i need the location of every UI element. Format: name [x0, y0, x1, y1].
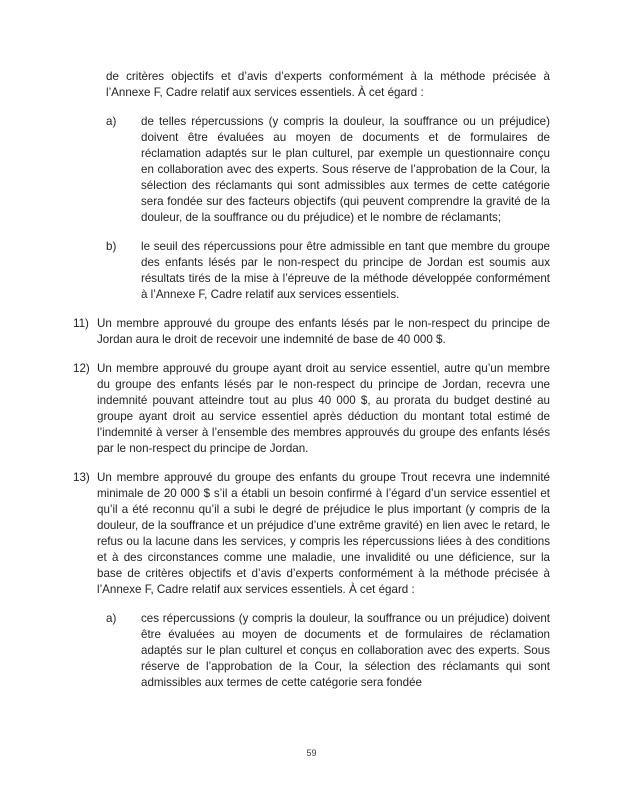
list-marker-11: 11)	[73, 317, 89, 330]
list-item-12	[73, 361, 550, 457]
page-content	[0, 69, 623, 704]
list-item-text: Un membre approuvé du groupe ayant droit au service essentiel, autre qu’un membre du groupe des enfants lésés par le non-respect du principe de Jordan, recevra une indemnité pouvant atteindre tout au plus 40 000 $, au prorata du budget destiné au groupe ayant droit au service essentiel après déduction du montant total estimé de l’indemnité à verser à l’ensemble des membres approuvés du groupe des enfants lésés par le non-respect du principe de Jordan.	[97, 362, 550, 455]
list-item-b-top	[106, 239, 550, 303]
list-item-a-bottom	[106, 611, 550, 691]
paragraph-continuation: de critères objectifs et d’avis d’experts conformément à la méthode précisée à l’Annexe F, Cadre relatif aux services essentiels. À cet égard :	[106, 70, 550, 99]
list-item-text: Un membre approuvé du groupe des enfants du groupe Trout recevra une indemnité minimale de 20 000 $ s’il a établi un besoin confirmé à l’égard d’un service essentiel et qu’il a été reconnu qu’il a subi le degré de préjudice le plus important (y compris de la douleur, de la souffrance et un préjudice d’une extrême gravité) en lien avec le retard, le refus ou la lacune dans les services, y compris les répercussions liées à des conditions et à des circonstances comme une maladie, une invalidité ou une déficience, sur la base de critères objectifs et d’avis d’experts conformément à la méthode précisée à l’Annexe F, Cadre relatif aux services essentiels. À cet égard :	[97, 471, 550, 596]
list-item-text: de telles répercussions (y compris la douleur, la souffrance ou un préjudice) doivent être évaluées au moyen de documents et de formulaires de réclamation adaptés sur le plan culturel, par exemple un questionnaire conçu en collaboration avec des experts. Sous réserve de l’approbation de la Cour, la sélection des réclamants qui sont admissibles aux termes de cette catégorie sera fondée sur des facteurs objectifs (qui peuvent comprendre la gravité de la douleur, de la souffrance ou du préjudice) et le nombre de réclamants;	[141, 115, 550, 224]
list-marker-a: a)	[106, 115, 117, 128]
list-marker-a: a)	[106, 612, 117, 625]
list-marker-12: 12)	[73, 362, 90, 375]
list-marker-13: 13)	[73, 471, 90, 484]
list-item-text: le seuil des répercussions pour être admissible en tant que membre du groupe des enfants lésés par le non-respect du principe de Jordan est soumis aux résultats tirés de la mise à l’épreuve de la méthode développée conformément à l’Annexe F, Cadre relatif aux services essentiels.	[141, 240, 550, 301]
list-item-text: ces répercussions (y compris la douleur, la souffrance ou un préjudice) doivent être évaluées au moyen de documents et de formulaires de réclamation adaptés sur le plan culturel et conçus en collaboration avec des experts. Sous réserve de l’approbation de la Cour, la sélection des réclamants qui sont admissibles aux termes de cette catégorie sera fondée	[141, 612, 550, 689]
list-item-text: Un membre approuvé du groupe des enfants lésés par le non-respect du principe de Jordan aura le droit de recevoir une indemnité de base de 40 000 $.	[97, 317, 550, 346]
page-number: 59	[306, 748, 317, 758]
list-item-a-top	[106, 114, 550, 226]
list-item-13	[73, 470, 550, 598]
list-marker-b: b)	[106, 240, 117, 253]
list-item-11	[73, 316, 550, 348]
